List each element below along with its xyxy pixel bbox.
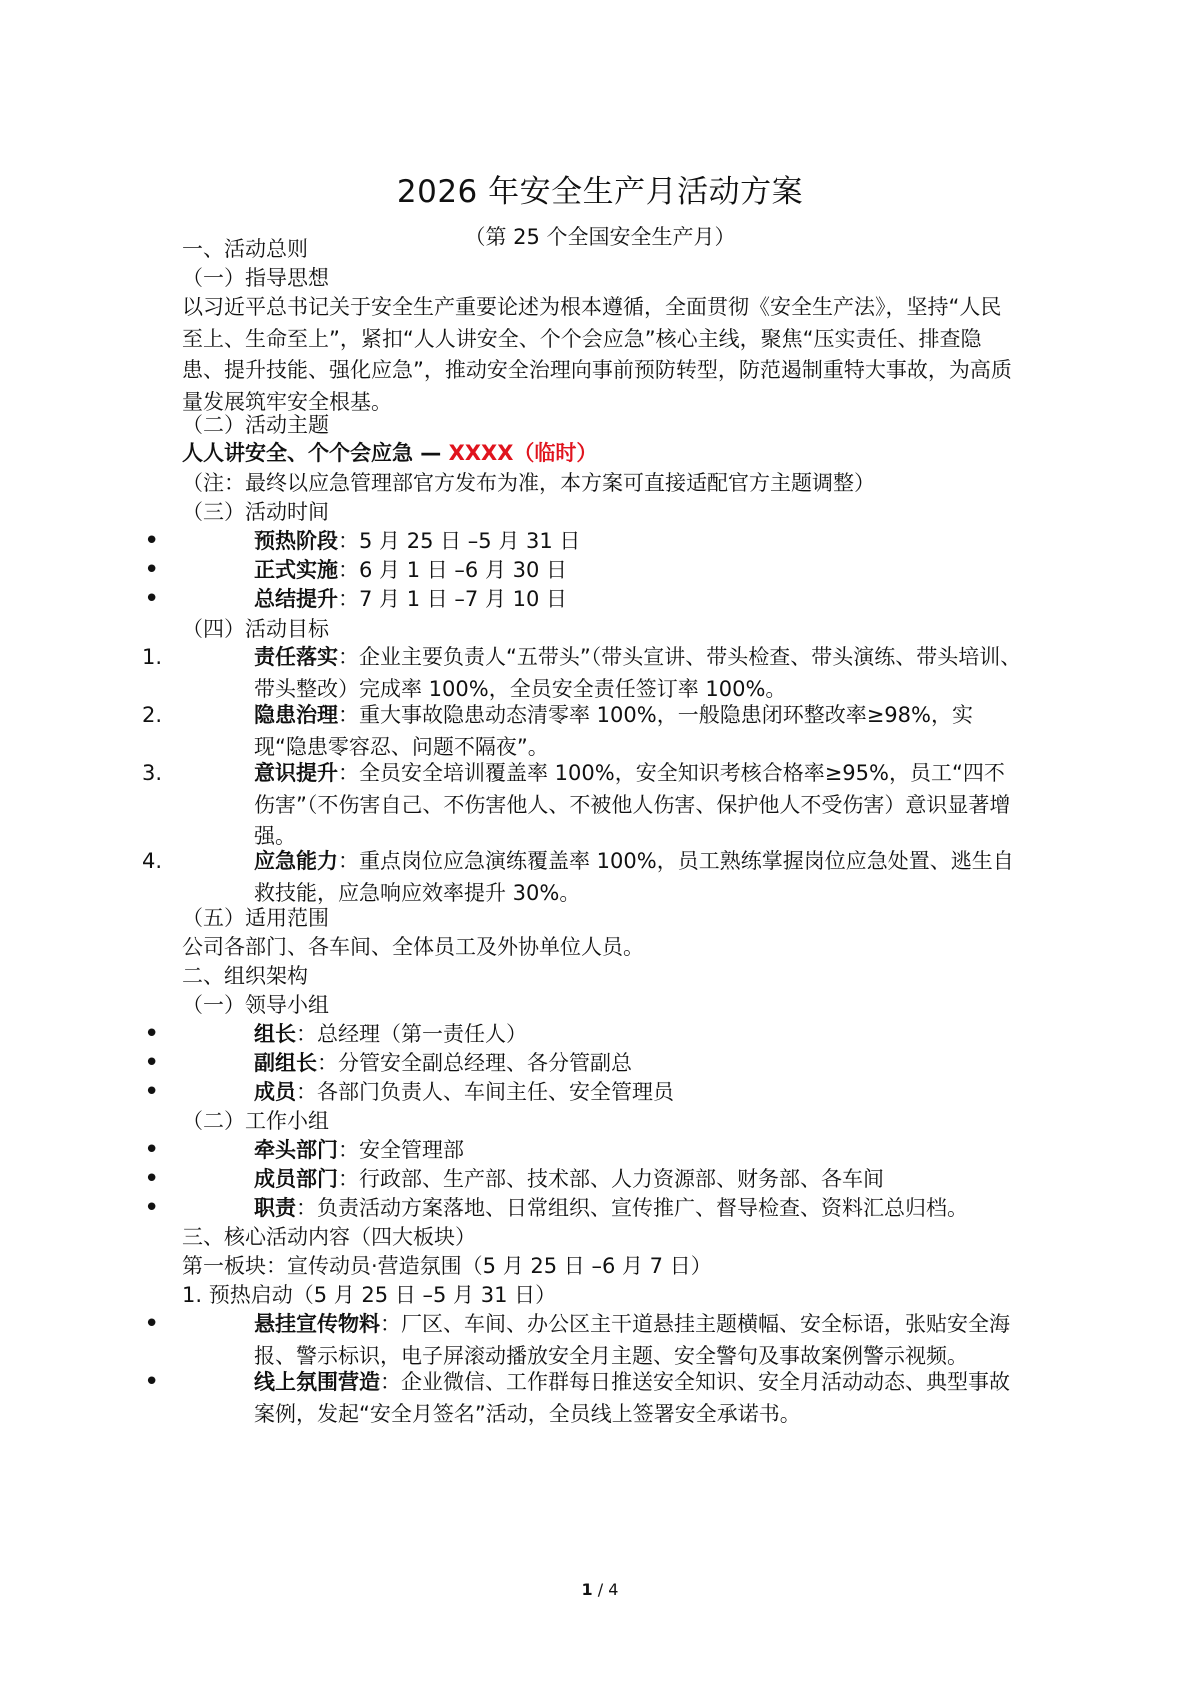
item-label: 意识提升 [254, 761, 338, 785]
item-text: ：7 月 1 日 –7 月 10 日 [338, 587, 568, 611]
list-item [144, 1193, 1022, 1225]
item-text: ：厂区、车间、办公区主干道悬挂主题横幅、安全标语，张贴安全海报、警示标识，电子屏滚动播放安全月主题、安全警句及事故案例警示视频。 [254, 1312, 1010, 1368]
item-text: ：负责活动方案落地、日常组织、宣传推广、督导检查、资料汇总归档。 [296, 1196, 968, 1220]
item-text: ：分管安全副总经理、各分管副总 [317, 1051, 632, 1075]
item-text: ：重大事故隐患动态清零率 100%，一般隐患闭环整改率≥98%，实现“隐患零容忍、问题不隔夜”。 [254, 703, 973, 759]
theme-note: （注：最终以应急管理部官方发布为准，本方案可直接适配官方主题调整） [182, 471, 875, 495]
theme-main: 人人讲安全、个个会应急 — [182, 441, 449, 465]
current-page: 1 [581, 1580, 593, 1599]
item-number: 1. [142, 645, 163, 669]
item-text: ：全员安全培训覆盖率 100%，安全知识考核合格率≥95%，员工“四不伤害”（不伤害自己、不伤害他人、不被他人伤害、保护他人不受伤害）意识显著增强。 [254, 761, 1011, 848]
item-label: 隐患治理 [254, 703, 338, 727]
bullet-icon: • [144, 1193, 160, 1223]
theme-placeholder: XXXX（临时） [448, 441, 598, 465]
item-label: 预热阶段 [254, 529, 338, 553]
subsection-heading-working-group: （二）工作小组 [182, 1109, 329, 1133]
item-text: ：6 月 1 日 –6 月 30 日 [338, 558, 568, 582]
section-heading-3: 三、核心活动内容（四大板块） [182, 1225, 476, 1249]
list-item [144, 526, 1022, 558]
item-label: 线上氛围营造 [254, 1370, 380, 1394]
bullet-icon: • [144, 1077, 160, 1107]
list-item [144, 1019, 1022, 1051]
document-title: 2026 年安全生产月活动方案 [396, 174, 804, 210]
item-label: 牵头部门 [254, 1138, 338, 1162]
item-label: 职责 [254, 1196, 296, 1220]
list-item [144, 1164, 1022, 1196]
total-pages: 4 [608, 1580, 619, 1599]
subsection-heading-leadership: （一）领导小组 [182, 993, 329, 1017]
list-item [144, 1048, 1022, 1080]
bullet-icon: • [144, 1164, 160, 1194]
bullet-icon: • [144, 555, 160, 585]
item-label: 责任落实 [254, 645, 338, 669]
list-item [144, 1135, 1022, 1167]
list-item [142, 846, 1022, 909]
bullet-icon: • [144, 1135, 160, 1165]
list-item [144, 584, 1022, 616]
document-subtitle: （第 25 个全国安全生产月） [464, 225, 736, 249]
section-heading-1: 一、活动总则 [182, 237, 308, 261]
item-text: ：重点岗位应急演练覆盖率 100%，员工熟练掌握岗位应急处置、逃生自救技能，应急响应效率提升 30%。 [254, 849, 1014, 905]
bullet-icon: • [144, 584, 160, 614]
list-item [142, 758, 1022, 853]
bullet-icon: • [144, 1367, 160, 1397]
list-item [144, 1077, 1022, 1109]
list-item [144, 555, 1022, 587]
item-text: ：总经理（第一责任人） [296, 1022, 527, 1046]
item-text: ：各部门负责人、车间主任、安全管理员 [296, 1080, 674, 1104]
guiding-ideology-paragraph: 以习近平总书记关于安全生产重要论述为根本遵循，全面贯彻《安全生产法》，坚持“人民至上、生命至上”，紧扣“人人讲安全、个个会应急”核心主线，聚焦“压实责任、排查隐患、提升技能、强化应急”，推动安全治理向事前预防转型，防范遏制重特大事故，为高质量发展筑牢安全根基。 [182, 295, 1012, 414]
page-number [0, 1580, 1200, 1599]
scope-text: 公司各部门、各车间、全体员工及外协单位人员。 [182, 935, 644, 959]
item-label: 副组长 [254, 1051, 317, 1075]
subsection-heading-goals: （四）活动目标 [182, 617, 329, 641]
list-item [144, 1309, 1022, 1372]
item-number: 3. [142, 761, 163, 785]
subsection-heading-guiding-ideology: （一）指导思想 [182, 266, 329, 290]
item-label: 成员部门 [254, 1167, 338, 1191]
item-label: 总结提升 [254, 587, 338, 611]
page-separator: / [592, 1580, 609, 1599]
item-number: 4. [142, 849, 163, 873]
subsection-heading-time: （三）活动时间 [182, 500, 329, 524]
item-label: 应急能力 [254, 849, 338, 873]
item-text: ：企业主要负责人“五带头”（带头宣讲、带头检查、带头演练、带头培训、带头整改）完成率 100%，全员安全责任签订率 100%。 [254, 645, 1022, 701]
bullet-icon: • [144, 1019, 160, 1049]
list-item [144, 1367, 1022, 1430]
section-heading-2: 二、组织架构 [182, 964, 308, 988]
item-label: 悬挂宣传物料 [254, 1312, 380, 1336]
item-text: ：安全管理部 [338, 1138, 464, 1162]
item-label: 正式实施 [254, 558, 338, 582]
item-label: 成员 [254, 1080, 296, 1104]
subsection-heading-theme: （二）活动主题 [182, 413, 329, 437]
bullet-icon: • [144, 1048, 160, 1078]
block-subheading-1-1: 1. 预热启动（5 月 25 日 –5 月 31 日） [182, 1283, 557, 1307]
item-text: ：企业微信、工作群每日推送安全知识、安全月活动动态、典型事故案例，发起“安全月签名”活动，全员线上签署安全承诺书。 [254, 1370, 1010, 1426]
subsection-heading-scope: （五）适用范围 [182, 906, 329, 930]
item-number: 2. [142, 703, 163, 727]
bullet-icon: • [144, 526, 160, 556]
bullet-icon: • [144, 1309, 160, 1339]
item-text: ：5 月 25 日 –5 月 31 日 [338, 529, 581, 553]
list-item [142, 642, 1022, 705]
block-heading-1: 第一板块：宣传动员·营造氛围（5 月 25 日 –6 月 7 日） [182, 1254, 712, 1278]
theme-line [182, 438, 1022, 470]
item-label: 组长 [254, 1022, 296, 1046]
list-item [142, 700, 1022, 763]
item-text: ：行政部、生产部、技术部、人力资源部、财务部、各车间 [338, 1167, 884, 1191]
